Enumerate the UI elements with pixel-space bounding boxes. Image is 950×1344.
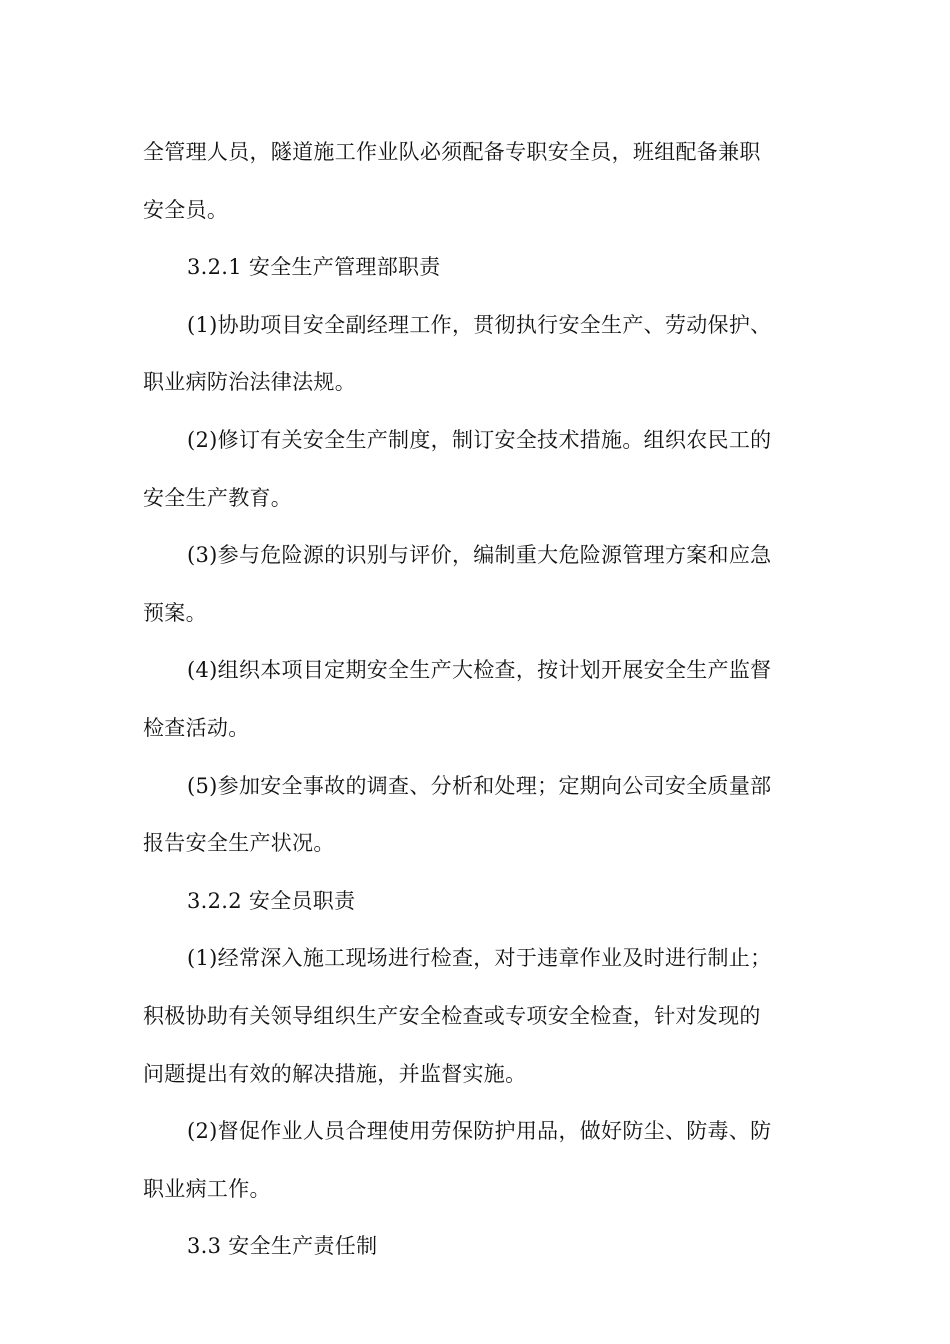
text-line: 积极协助有关领导组织生产安全检查或专项安全检查，针对发现的	[143, 1003, 761, 1028]
list-item-line: (1)协助项目安全副经理工作，贯彻执行安全生产、劳动保护、	[187, 312, 772, 337]
text-line: 安全生产教育。	[143, 485, 293, 510]
list-item-line: (3)参与危险源的识别与评价，编制重大危险源管理方案和应急	[187, 543, 772, 568]
list-item-line: (2)督促作业人员合理使用劳保防护用品，做好防尘、防毒、防	[187, 1119, 772, 1144]
text-line: 全管理人员，隧道施工作业队必须配备专职安全员，班组配备兼职	[143, 140, 761, 164]
text-line: 检查活动。	[143, 715, 250, 740]
text-line: 安全员。	[143, 197, 229, 222]
text-line: 问题提出有效的解决措施，并监督实施。	[143, 1061, 527, 1086]
text-line: 报告安全生产状况。	[143, 831, 335, 856]
text-line: 职业病防治法律法规。	[143, 370, 356, 395]
document-body	[143, 124, 815, 1276]
text-line: 职业病工作。	[143, 1176, 271, 1201]
section-heading: 3.2.2 安全员职责	[187, 888, 356, 913]
section-heading: 3.2.1 安全生产管理部职责	[187, 255, 441, 280]
text-line: 预案。	[143, 600, 207, 625]
list-item-line: (1)经常深入施工现场进行检查，对于违章作业及时进行制止；	[187, 946, 772, 971]
list-item-line: (2)修订有关安全生产制度，制订安全技术措施。组织农民工的	[187, 427, 772, 452]
section-heading: 3.3 安全生产责任制	[187, 1234, 378, 1259]
list-item-line: (5)参加安全事故的调查、分析和处理；定期向公司安全质量部	[187, 773, 772, 798]
list-item-line: (4)组织本项目定期安全生产大检查，按计划开展安全生产监督	[187, 658, 772, 683]
